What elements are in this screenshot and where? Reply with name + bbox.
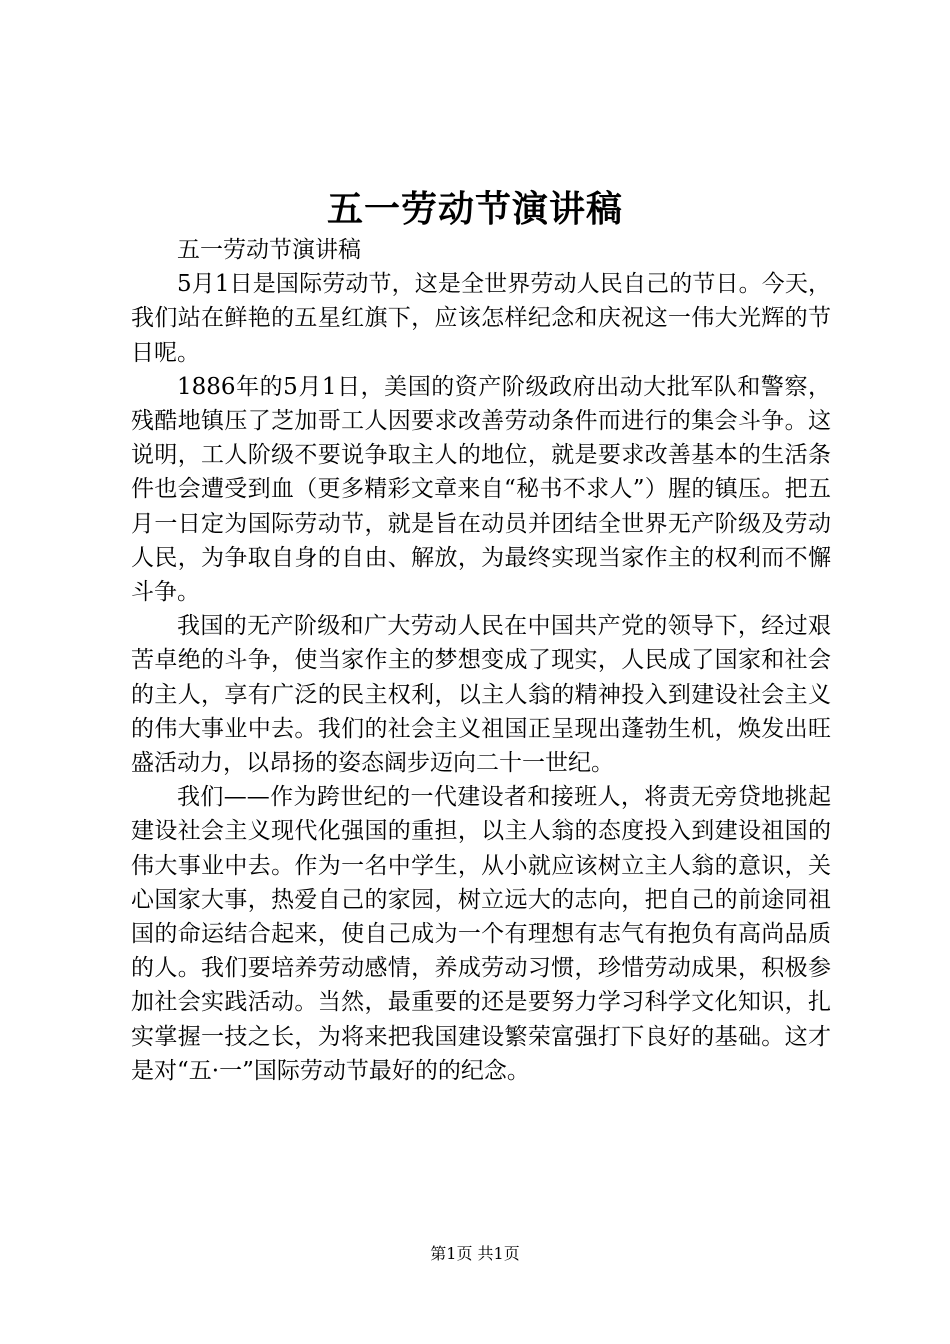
paragraph-students: 我们——作为跨世纪的一代建设者和接班人，将责无旁贷地挑起建设社会主义现代化强国的重担，以主人翁的态度投入到建设祖国的伟大事业中去。作为一名中学生，从小就应该树立主人翁的意识，关心国家大事，热爱自己的家园，树立远大的志向，把自己的前途同祖国的命运结合起来，使自己成为一个有理想有志气有抱负有高尚品质的人。我们要培养劳动感情，养成劳动习惯，珍惜劳动成果，积极参加社会实践活动。当然，最重要的还是要努力学习科学文化知识，扎实掌握一技之长，为将来把我国建设繁荣富强打下良好的基础。这才是对“五·一”国际劳动节最好的的纪念。 <box>131 784 831 1084</box>
page-footer: 第1页 共1页 <box>430 1244 520 1263</box>
paragraph-subtitle: 五一劳动节演讲稿 <box>177 237 361 263</box>
paragraph-history: 1886年的5月1日，美国的资产阶级政府出动大批军队和警察，残酷地镇压了芝加哥工人因要求改善劳动条件而进行的集会斗争。这说明，工人阶级不要说争取主人的地位，就是要求改善基本的生活条件也会遭受到血（更多精彩文章来自“秘书不求人”）腥的镇压。把五月一日定为国际劳动节，就是旨在动员并团结全世界无产阶级及劳动人民，为争取自身的自由、解放，为最终实现当家作主的权利而不懈斗争。 <box>131 373 831 606</box>
paragraph-intro: 5月1日是国际劳动节，这是全世界劳动人民自己的节日。今天，我们站在鲜艳的五星红旗下，应该怎样纪念和庆祝这一伟大光辉的节日呢。 <box>131 271 831 366</box>
document-body <box>131 233 831 1088</box>
document-title: 五一劳动节演讲稿 <box>326 188 623 230</box>
paragraph-china: 我国的无产阶级和广大劳动人民在中国共产党的领导下，经过艰苦卓绝的斗争，使当家作主的梦想变成了现实，人民成了国家和社会的主人，享有广泛的民主权利，以主人翁的精神投入到建设社会主义的伟大事业中去。我们的社会主义祖国正呈现出蓬勃生机，焕发出旺盛活动力，以昂扬的姿态阔步迈向二十一世纪。 <box>131 613 831 777</box>
